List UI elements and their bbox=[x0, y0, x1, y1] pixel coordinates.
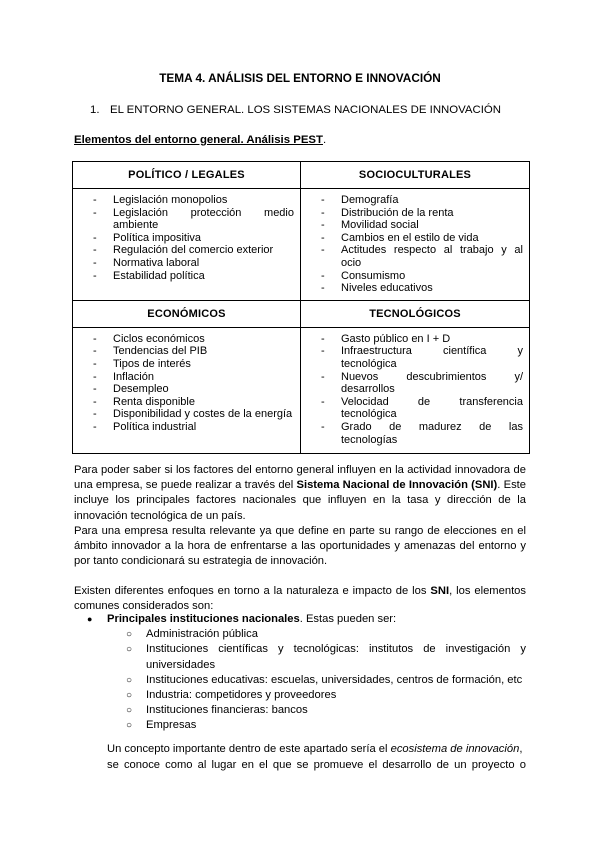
list-item-text: Industria: competidores y proveedores bbox=[146, 689, 337, 702]
list-item bbox=[87, 345, 294, 358]
list-item bbox=[87, 232, 294, 245]
dash-icon: - bbox=[321, 332, 325, 345]
pest-table bbox=[72, 161, 530, 454]
dash-icon: - bbox=[321, 345, 325, 358]
italic-run: ecosistema de innovación bbox=[390, 743, 520, 755]
header-tecnologicos: TECNOLÓGICOS bbox=[301, 300, 530, 327]
list-item bbox=[87, 396, 294, 409]
dash-icon: - bbox=[93, 357, 97, 370]
list-item-text: Regulación del comercio exterior bbox=[113, 244, 274, 257]
dash-icon: - bbox=[93, 345, 97, 358]
dash-icon: - bbox=[321, 194, 325, 206]
dash-icon: - bbox=[321, 395, 325, 408]
list-item-text: Tendencias del PIB bbox=[113, 345, 208, 358]
bold-run: Principales instituciones nacionales bbox=[107, 613, 300, 625]
text-run: Existen diferentes enfoques en torno a la naturaleza e impacto de los bbox=[74, 585, 431, 597]
list-item bbox=[126, 703, 526, 718]
dash-icon: - bbox=[93, 206, 97, 219]
dash-icon: - bbox=[321, 370, 325, 383]
list-item bbox=[315, 207, 523, 220]
list-item-text: Legislación monopolios bbox=[113, 194, 228, 206]
circle-bullet-icon: ○ bbox=[126, 690, 133, 702]
header-economicos: ECONÓMICOS bbox=[73, 300, 301, 327]
dash-icon: - bbox=[321, 269, 325, 282]
section-heading bbox=[90, 104, 501, 116]
list-item bbox=[87, 358, 294, 371]
list-item-text: Política impositiva bbox=[113, 231, 202, 244]
header-politico: POLÍTICO / LEGALES bbox=[73, 162, 301, 189]
list-item-text: Consumismo bbox=[341, 269, 406, 282]
list-economicos bbox=[87, 333, 294, 434]
text-run: . Estas pueden ser: bbox=[299, 613, 397, 625]
dash-icon: - bbox=[321, 282, 325, 295]
paragraph-approaches bbox=[74, 584, 526, 614]
list-item-text: Instituciones científicas y tecnológicas: institutos de investigación y universidades bbox=[146, 643, 526, 671]
circle-bullet-icon: ○ bbox=[126, 705, 133, 717]
circle-bullet-icon: ○ bbox=[126, 720, 133, 732]
list-item bbox=[87, 383, 294, 396]
list-item-text: Movilidad social bbox=[341, 219, 419, 232]
dash-icon: - bbox=[93, 383, 97, 396]
list-item-text: Inflación bbox=[113, 370, 154, 383]
list-item-text: Administración pública bbox=[146, 628, 258, 641]
cell-politico bbox=[73, 189, 301, 301]
list-item bbox=[315, 232, 523, 245]
list-item-text: Cambios en el estilo de vida bbox=[341, 231, 479, 244]
dash-icon: - bbox=[93, 256, 97, 269]
list-item-text: Distribución de la renta bbox=[341, 206, 454, 219]
dash-icon: - bbox=[93, 370, 97, 383]
list-item-text: Política industrial bbox=[113, 420, 197, 433]
dash-icon: - bbox=[321, 219, 325, 232]
header-socioculturales: SOCIOCULTURALES bbox=[301, 162, 530, 189]
text-run: , bbox=[519, 743, 523, 755]
text-run: Para poder saber si los factores del entorno general influyen en la actividad innovadora de una empresa, se puede realizar a través del bbox=[74, 464, 526, 492]
list-item-text: Nuevos descubrimientos y/ desarrollos bbox=[341, 370, 523, 396]
list-item-text: Desempleo bbox=[113, 383, 169, 396]
subheading-period: . bbox=[322, 134, 327, 146]
list-item-text: Niveles educativos bbox=[341, 282, 433, 295]
dash-icon: - bbox=[321, 244, 325, 257]
dash-icon: - bbox=[93, 408, 97, 421]
list-item bbox=[87, 408, 294, 421]
list-item bbox=[87, 244, 294, 257]
list-item bbox=[87, 257, 294, 270]
list-item-text: Empresas bbox=[146, 719, 197, 732]
list-item bbox=[87, 421, 294, 434]
list-item bbox=[315, 396, 523, 421]
list-item-text: Instituciones financieras: bancos bbox=[146, 704, 308, 717]
paragraph-sni-intro bbox=[74, 463, 526, 524]
list-item-text: Renta disponible bbox=[113, 395, 195, 408]
list-item-text: Disponibilidad y costes de la energía bbox=[113, 408, 293, 421]
list-socioculturales bbox=[315, 194, 523, 295]
list-item bbox=[126, 688, 526, 703]
list-item bbox=[126, 718, 526, 733]
pest-row bbox=[73, 327, 530, 453]
section-text: EL ENTORNO GENERAL. LOS SISTEMAS NACIONALES DE INNOVACIÓN bbox=[110, 104, 501, 116]
list-item-text: Demografía bbox=[341, 194, 399, 206]
cell-tecnologicos bbox=[301, 327, 530, 453]
list-item bbox=[74, 612, 526, 627]
list-item bbox=[87, 194, 294, 207]
dash-icon: - bbox=[93, 231, 97, 244]
text-run: , los elementos comunes considerados son: bbox=[74, 585, 526, 613]
bold-run: Sistema Nacional de Innovación (SNI) bbox=[296, 479, 498, 492]
list-item-text: Gasto público en I + D bbox=[341, 332, 451, 345]
list-item bbox=[315, 270, 523, 283]
dash-icon: - bbox=[93, 244, 97, 257]
bullet-icon: ● bbox=[87, 614, 93, 624]
list-item bbox=[87, 333, 294, 346]
list-tecnologicos bbox=[315, 333, 523, 446]
list-item bbox=[315, 244, 523, 269]
dash-icon: - bbox=[321, 206, 325, 219]
list-item-text: Instituciones educativas: escuelas, universidades, centros de formación, etc bbox=[146, 673, 523, 686]
dash-icon: - bbox=[321, 231, 325, 244]
list-item-text: Ciclos económicos bbox=[113, 332, 205, 345]
bold-run: SNI bbox=[430, 585, 450, 597]
paragraph-relevance: Para una empresa resulta relevante ya que define en parte su rango de elecciones en el ámbito innovador a la hora de enfrentarse a las oportunidades y amenazas del entorno y por tanto condicionará su estrategia de innovación. bbox=[74, 525, 526, 568]
list-item-text: Normativa laboral bbox=[113, 256, 200, 269]
dash-icon: - bbox=[93, 420, 97, 433]
dash-icon: - bbox=[93, 194, 97, 206]
circle-bullet-icon: ○ bbox=[126, 644, 133, 656]
list-item bbox=[87, 207, 294, 232]
cell-socioculturales bbox=[301, 189, 530, 301]
subheading bbox=[74, 134, 326, 146]
text-run: Un concepto importante dentro de este apartado sería el bbox=[107, 743, 391, 755]
circle-bullet-icon: ○ bbox=[126, 674, 133, 686]
list-item bbox=[126, 642, 526, 672]
section-number: 1. bbox=[90, 104, 100, 116]
dash-icon: - bbox=[93, 395, 97, 408]
list-item bbox=[315, 282, 523, 295]
list-item bbox=[315, 194, 523, 207]
list-politico bbox=[87, 194, 294, 282]
pest-row bbox=[73, 189, 530, 301]
list-item bbox=[126, 673, 526, 688]
institutions-list bbox=[74, 612, 526, 734]
list-item bbox=[87, 270, 294, 283]
dash-icon: - bbox=[321, 420, 325, 433]
text-run: . Este incluye los principales factores nacionales que influyen en la tasa y dirección de la innovación tecnológica de un país. bbox=[74, 479, 527, 522]
list-item-text: Tipos de interés bbox=[113, 357, 191, 370]
cell-economicos bbox=[73, 327, 301, 453]
dash-icon: - bbox=[93, 269, 97, 282]
list-item bbox=[315, 219, 523, 232]
pest-header-row bbox=[73, 300, 530, 327]
list-item bbox=[315, 371, 523, 396]
list-item-text: Infraestructura científica y tecnológica bbox=[341, 345, 523, 370]
list-item bbox=[315, 421, 523, 446]
dash-icon: - bbox=[93, 332, 97, 345]
list-item bbox=[126, 627, 526, 642]
list-item-text: Estabilidad política bbox=[113, 269, 205, 282]
list-item-text: Velocidad de transferencia tecnológica bbox=[341, 395, 523, 421]
list-item-text: Legislación protección medio ambiente bbox=[113, 206, 294, 232]
page-title: TEMA 4. ANÁLISIS DEL ENTORNO E INNOVACIÓN bbox=[159, 71, 441, 85]
subheading-text: Elementos del entorno general. Análisis PEST bbox=[74, 134, 323, 146]
paragraph-ecosystem bbox=[107, 742, 526, 773]
list-item bbox=[87, 371, 294, 384]
institutions-sublist bbox=[74, 627, 526, 733]
text-run: se conoce como al lugar en el que se promueve el desarrollo de un proyecto o bbox=[107, 758, 526, 771]
list-item-text: Grado de madurez de las tecnologías bbox=[341, 420, 523, 446]
circle-bullet-icon: ○ bbox=[126, 629, 133, 641]
list-item bbox=[315, 333, 523, 346]
list-item bbox=[315, 345, 523, 370]
list-item-text: Actitudes respecto al trabajo y al ocio bbox=[341, 244, 523, 269]
pest-header-row bbox=[73, 162, 530, 189]
